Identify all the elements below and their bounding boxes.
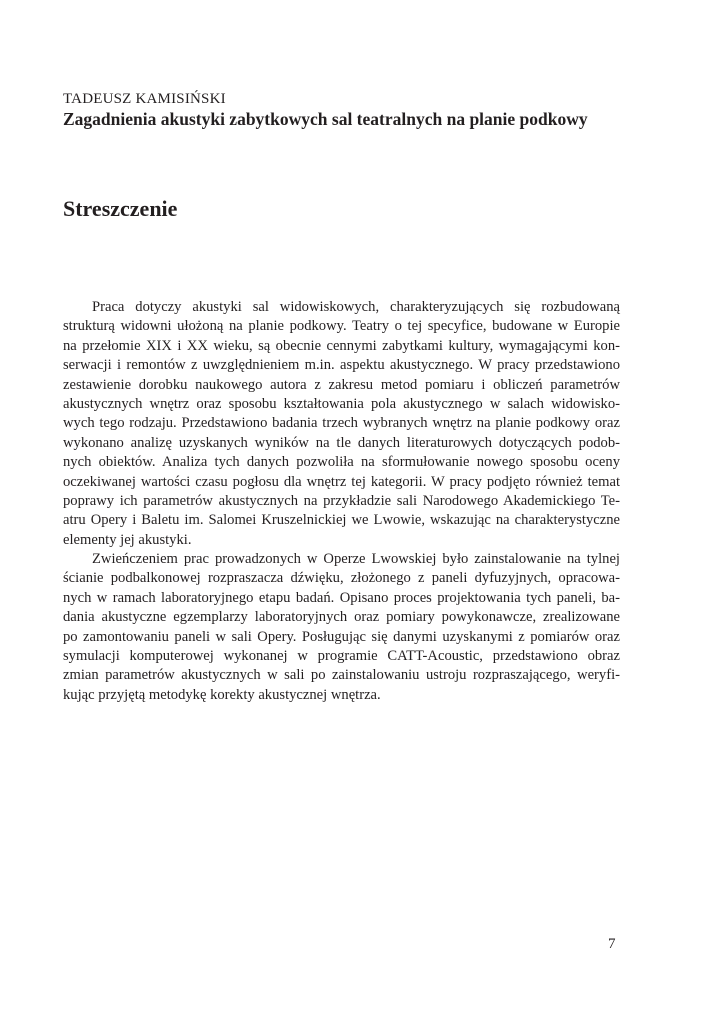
text-line: Praca dotyczy akustyki sal widowiskowych, charakteryzujących się rozbudowaną: [92, 299, 620, 315]
text-line: na przełomie XIX i XX wieku, są obecnie cennymi zabytkami kultury, wymagającymi kon-: [63, 337, 620, 354]
text-line: wych tego rodzaju. Przedstawiono badania trzech wybranych wnętrz na planie podkowy oraz: [63, 415, 620, 432]
text-line: po zamontowaniu paneli w sali Opery. Posługując się danymi uzyskanymi z pomiarów oraz: [63, 628, 620, 645]
abstract-paragraph-1: [63, 298, 620, 550]
section-heading: Streszczenie: [63, 196, 178, 221]
text-line: elementy jej akustyki.: [63, 531, 192, 548]
text-line: strukturą widowni ułożoną na planie podkowy. Teatry o tej specyfice, budowane w Europie: [63, 318, 620, 335]
text-line: akustycznych wnętrz oraz sposobu kształtowania pola akustycznego w salach widowisko-: [63, 395, 620, 412]
text-line: Zwieńczeniem prac prowadzonych w Operze Lwowskiej było zainstalowanie na tylnej: [92, 551, 620, 568]
text-line: wykonano analizę uzyskanych wyników na tle danych literaturowych dotyczących podob-: [63, 434, 620, 451]
text-line: dania akustyczne egzemplarzy laboratoryjnych oraz pomiary powykonawcze, zrealizowane: [63, 609, 620, 626]
text-line: ścianie podbalkonowej rozpraszacza dźwięku, złożonego z paneli dyfuzyjnych, opracowa-: [63, 570, 620, 587]
abstract-body: [63, 298, 620, 705]
text-line: zmian parametrów akustycznych w sali po zainstalowaniu ustroju rozpraszającego, weryfi-: [63, 667, 620, 684]
page-number: 7: [608, 936, 616, 952]
author-name: TADEUSZ KAMISIŃSKI: [63, 91, 226, 107]
text-line: nych obiektów. Analiza tych danych pozwoliła na sformułowanie nowego sposobu oceny: [63, 454, 620, 471]
text-line: oczekiwanej wartości czasu pogłosu dla wnętrz tej kategorii. W pracy podjęto również temat: [63, 473, 620, 490]
text-line: zestawienie dorobku naukowego autora z zakresu metod pomiaru i obliczeń parametrów: [63, 376, 620, 393]
document-title: Zagadnienia akustyki zabytkowych sal teatralnych na planie podkowy: [63, 109, 588, 129]
text-line: nych w ramach laboratoryjnego etapu badań. Opisano proces projektowania tych paneli, ba-: [63, 589, 620, 606]
abstract-paragraph-2: [63, 550, 620, 705]
text-line: kując przyjętą metodykę korekty akustycznej wnętrza.: [63, 686, 381, 703]
text-line: symulacji komputerowej wykonanej w programie CATT-Acoustic, przedstawiono obraz: [63, 648, 620, 665]
text-line: poprawy ich parametrów akustycznych na przykładzie sali Narodowego Akademickiego Te-: [63, 492, 620, 509]
text-line: serwacji i remontów z uwzględnieniem m.in. aspektu akustycznego. W pracy przedstawiono: [63, 357, 620, 374]
text-line: atru Opery i Baletu im. Salomei Kruszelnickiej we Lwowie, wskazując na charakterystyczne: [63, 512, 620, 529]
